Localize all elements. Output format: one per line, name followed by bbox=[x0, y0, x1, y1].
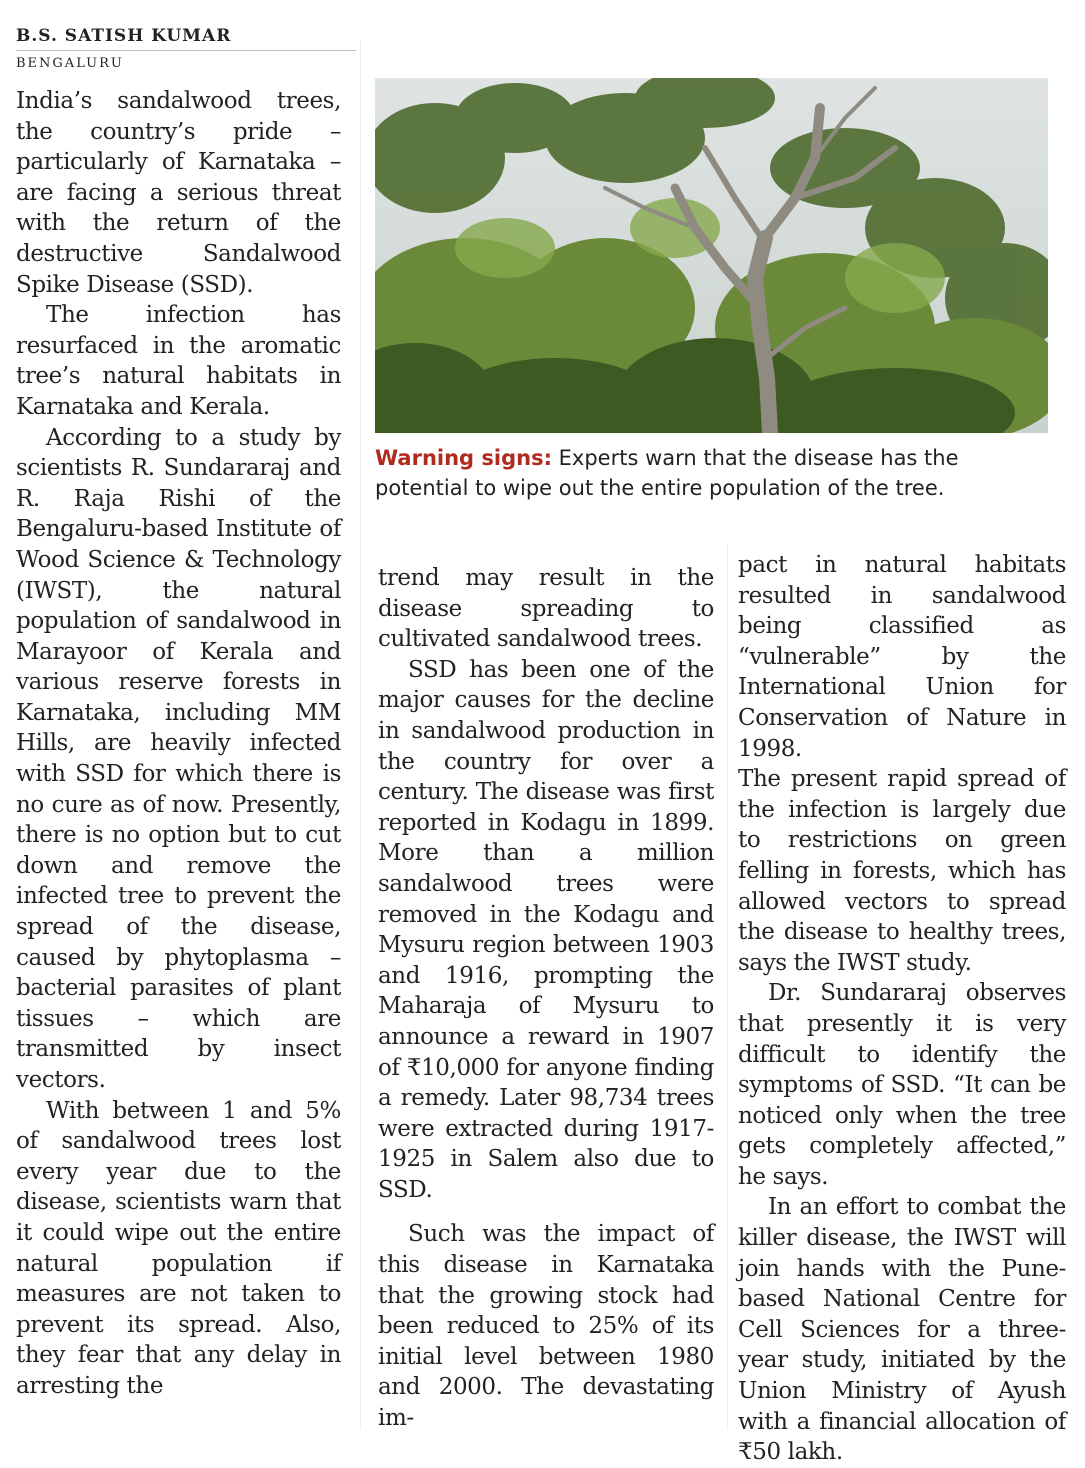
dateline: BENGALURU bbox=[16, 56, 124, 71]
caption-text: Experts warn that the disease has the potential to wipe out the entire population of the tree. bbox=[375, 446, 959, 500]
paragraph: The infection has resurfaced in the aromatic tree’s natural habitats in Karnataka and Kerala. bbox=[16, 302, 341, 420]
paragraph: trend may result in the disease spreading to cultivated sandalwood trees. bbox=[378, 565, 714, 653]
article-column-3 bbox=[738, 550, 1066, 1468]
paragraph: With between 1 and 5% of sandalwood trees lost every year due to the disease, scientists warn that it could wipe out the entire natural population if measures are not taken to prevent its spread. Also, they fear that any delay in arresting the bbox=[16, 1097, 341, 1399]
paragraph: The present rapid spread of the infection is largely due to restrictions on green felling in forests, which has allowed vectors to spread the disease to healthy trees, says the IWST study. bbox=[738, 766, 1066, 976]
column-divider bbox=[360, 40, 361, 1430]
paragraph: Such was the impact of this disease in Karnataka that the growing stock had been reduced to 25% of its initial level between 1980 and 2000. The devastating im- bbox=[378, 1221, 714, 1432]
caption-label: Warning signs: bbox=[375, 446, 552, 470]
column-divider bbox=[727, 545, 728, 1430]
paragraph: Dr. Sundararaj observes that presently it is very difficult to identify the symptoms of SSD. “It can be noticed only when the tree gets completely affected,” he says. bbox=[738, 980, 1066, 1190]
photo-caption bbox=[375, 443, 1055, 503]
article-column-2 bbox=[378, 563, 714, 1434]
paragraph: SSD has been one of the major causes for the decline in sandalwood production in the country for over a century. The disease was first reported in Kodagu in 1899. More than a million sandalwood trees were removed in the Kodagu and Mysuru region between 1903 and 1916, prompting the Maharaja of Mysuru to announce a reward in 1907 of ₹10,000 for anyone finding a remedy. Later 98,734 trees were extracted during 1917-1925 in Salem also due to SSD. bbox=[378, 656, 714, 1203]
article-column-1 bbox=[16, 86, 341, 1402]
sandalwood-tree-photo bbox=[375, 78, 1048, 433]
byline-rule bbox=[16, 50, 356, 51]
byline bbox=[16, 26, 231, 46]
paragraph: According to a study by scientists R. Sundararaj and R. Raja Rishi of the Bengaluru-based Institute of Wood Science & Technology (IWST), the natural population of sandalwood in Marayoor of Kerala and various reserve forests in Karnataka, including MM Hills, are heavily infected with SSD for which there is no cure as of now. Presently, there is no option but to cut down and remove the infected tree to prevent the spread of the disease, caused by phytoplasma – bacterial parasites of plant tissues – which are transmitted by insect vectors. bbox=[16, 424, 341, 1093]
paragraph: India’s sandalwood trees, the country’s pride – particularly of Karnataka – are facing a serious threat with the return of the destructive Sandalwood Spike Disease (SSD). bbox=[16, 88, 341, 298]
paragraph: In an effort to combat the killer disease, the IWST will join hands with the Pune-based National Centre for Cell Sciences for a three-year study, initiated by the Union Ministry of Ayush with a financial allocation of ₹50 lakh. bbox=[738, 1194, 1066, 1466]
author-name: B.S. SATISH KUMAR bbox=[16, 26, 232, 46]
paragraph: pact in natural habitats resulted in sandalwood being classified as “vulnerable” by the International Union for Conservation of Nature in 1998. bbox=[738, 552, 1066, 762]
